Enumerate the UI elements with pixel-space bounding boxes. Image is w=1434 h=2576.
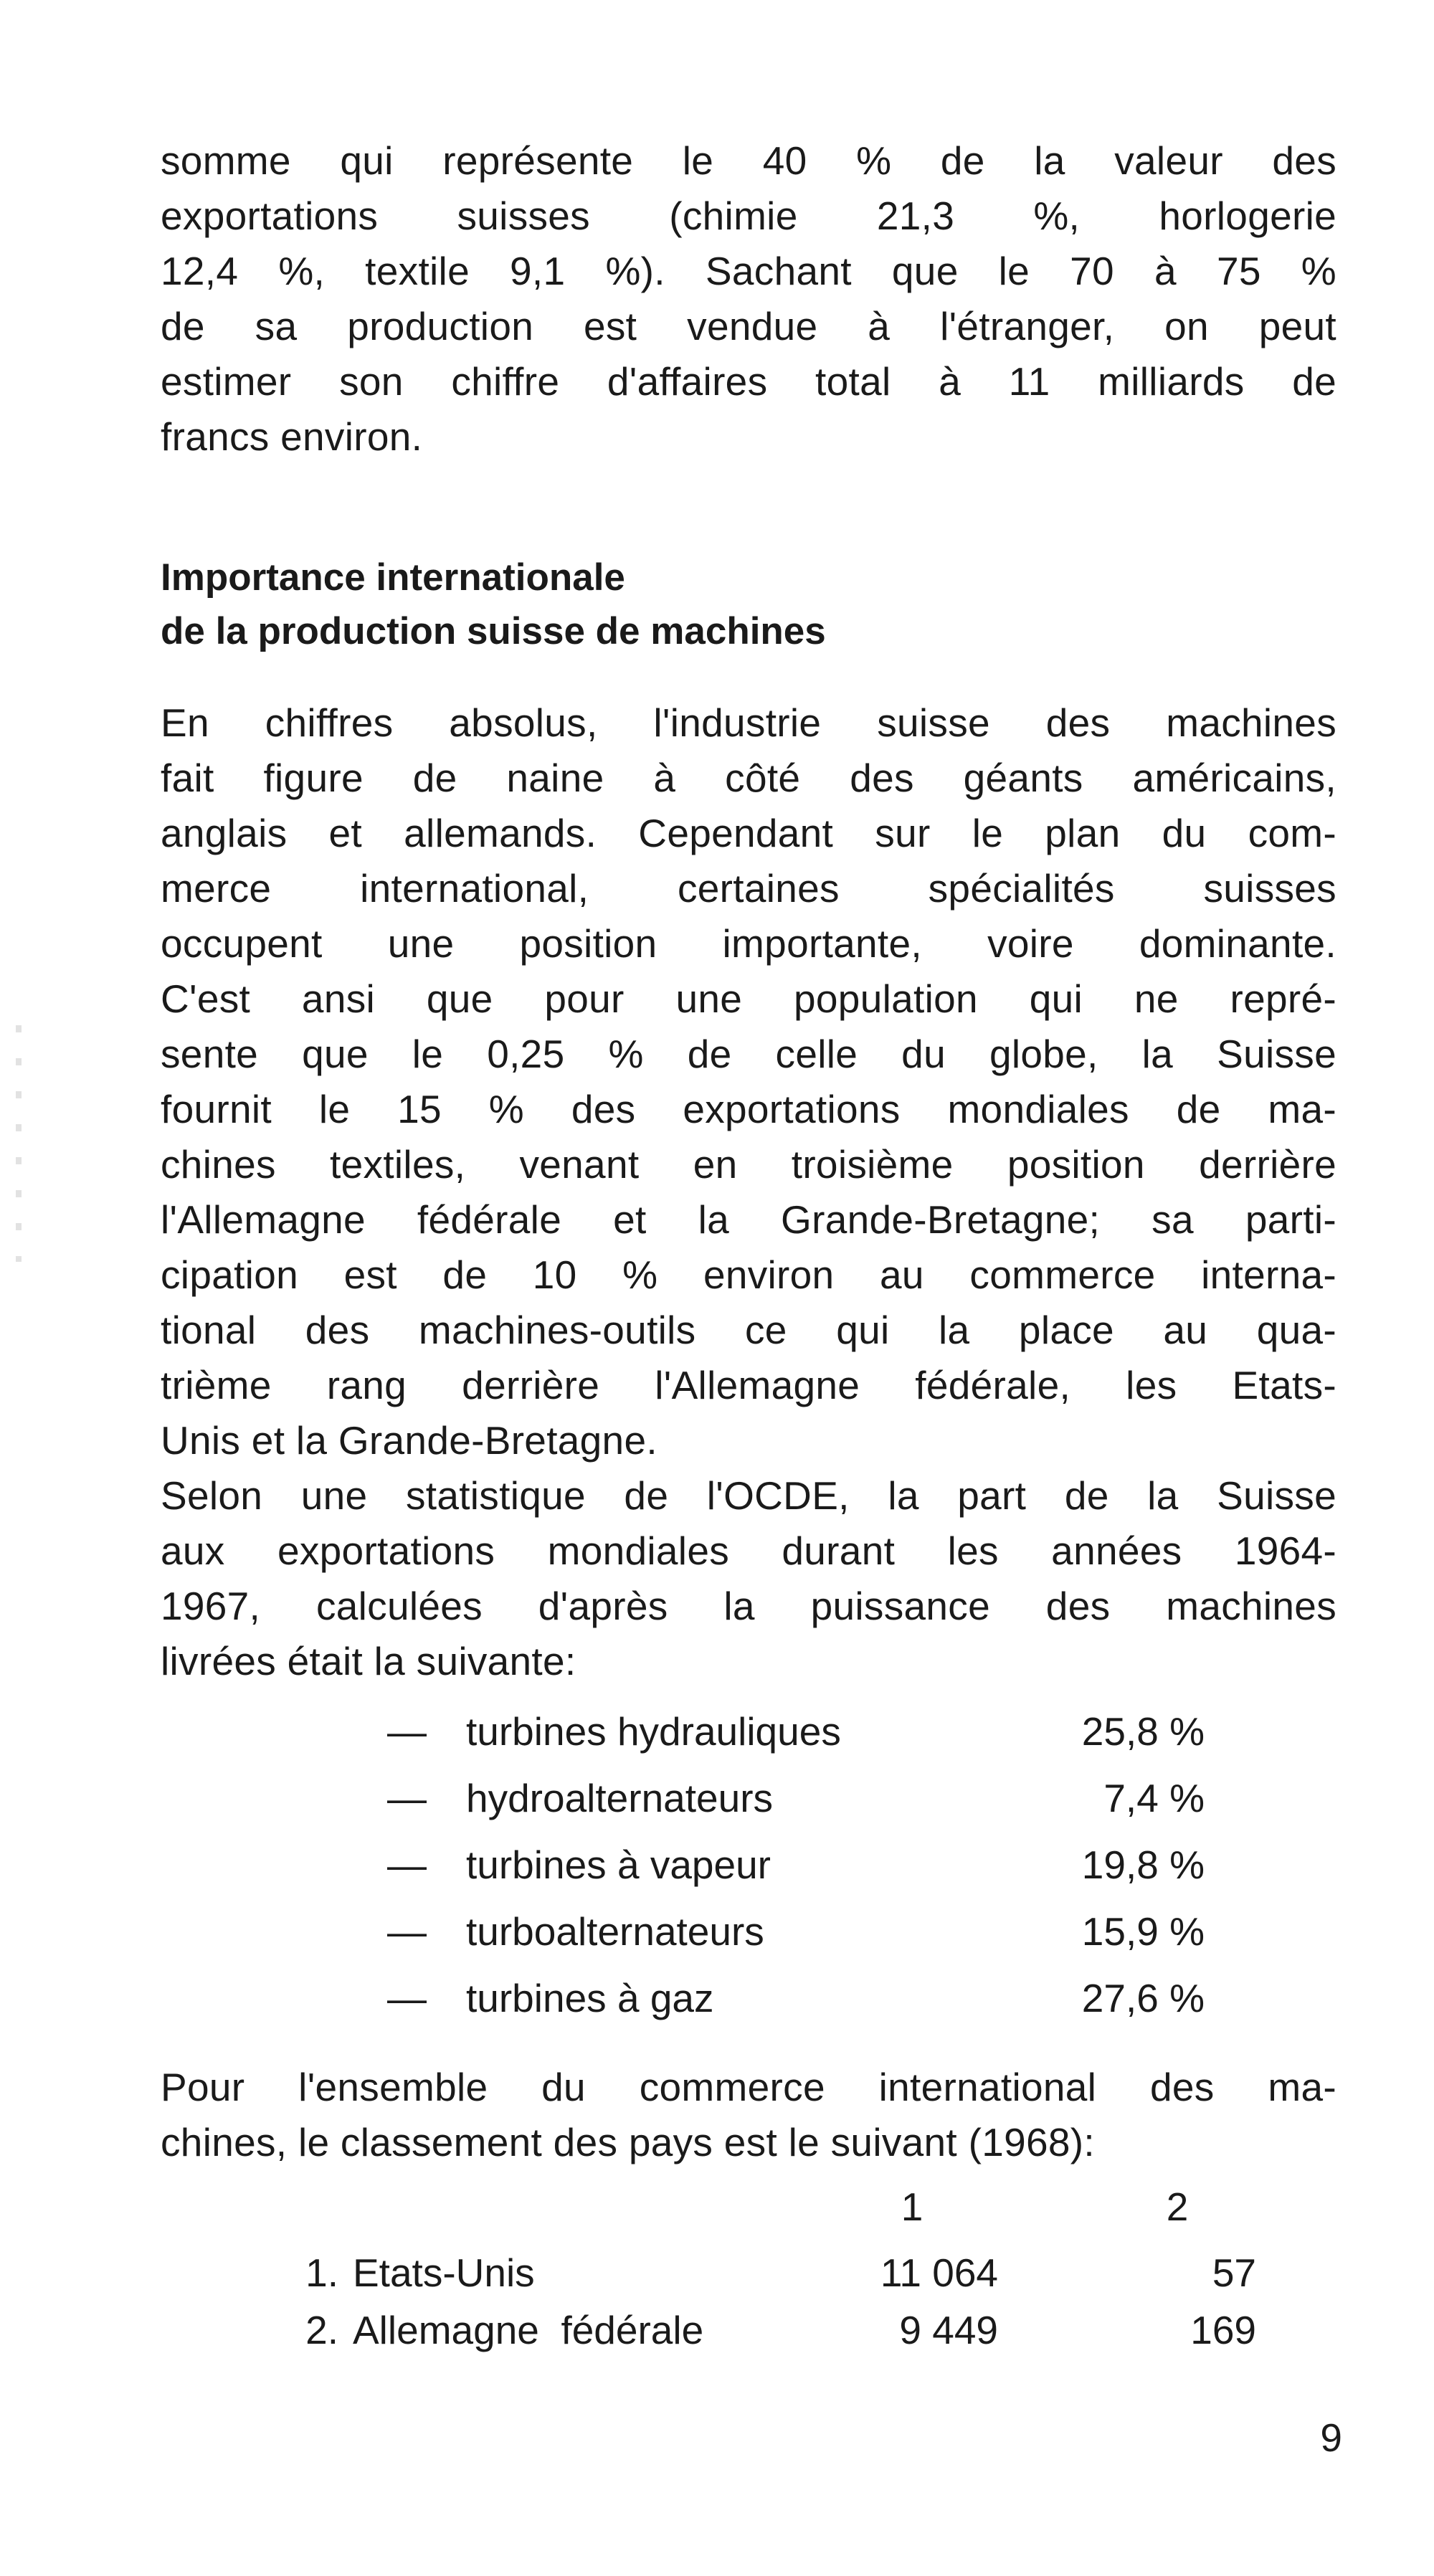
paragraph-body — [161, 695, 1336, 1689]
text-line: de sa production est vendue à l'étranger, on peut — [161, 304, 1336, 348]
text-line: anglais et allemands. Cependant sur le plan du com- — [161, 811, 1336, 855]
table-row — [281, 2301, 1285, 2359]
list-value: 25,8 % — [1081, 1709, 1205, 1754]
list-dash: — — [387, 1709, 427, 1754]
section-heading — [161, 551, 1336, 658]
list-value: 15,9 % — [1081, 1909, 1205, 1954]
list-label: turbines hydrauliques — [466, 1709, 841, 1754]
text-line: chines, le classement des pays est le suivant (1968): — [161, 2120, 1095, 2164]
list-value: 7,4 % — [1103, 1776, 1205, 1820]
column-header: 2 — [1166, 2185, 1189, 2229]
paragraph-ranking — [161, 2060, 1336, 2170]
text-line: fait figure de naine à côté des géants américains, — [161, 756, 1336, 800]
table-cell-col1: 9 449 — [899, 2308, 998, 2352]
table-cell-country: Etats-Unis — [353, 2251, 535, 2295]
text-line: tional des machines-outils ce qui la place au qua- — [161, 1308, 1336, 1352]
list-label: hydroalternateurs — [466, 1776, 774, 1820]
text-line: francs environ. — [161, 414, 423, 459]
list-item — [387, 1766, 1205, 1830]
list-value: 27,6 % — [1081, 1976, 1205, 2020]
text-line: livrées était la suivante: — [161, 1639, 576, 1683]
list-item — [387, 1899, 1205, 1964]
text-line: fournit le 15 % des exportations mondiales de ma- — [161, 1087, 1336, 1131]
column-header: 1 — [901, 2185, 923, 2229]
list-value: 19,8 % — [1081, 1843, 1205, 1887]
scan-margin-marks — [16, 1025, 22, 1262]
list-dash: — — [387, 1843, 427, 1887]
table-cell-rank: 1. — [305, 2251, 338, 2295]
text-line: C'est ansi que pour une population qui ne repré- — [161, 976, 1336, 1021]
text-line: aux exportations mondiales durant les années 1964- — [161, 1529, 1336, 1573]
text-line: Unis et la Grande-Bretagne. — [161, 1418, 657, 1463]
list-label: turbines à gaz — [466, 1976, 714, 2020]
text-line: l'Allemagne fédérale et la Grande-Bretagne; sa parti- — [161, 1197, 1336, 1242]
text-line: estimer son chiffre d'affaires total à 11 milliards de — [161, 359, 1336, 404]
text-line: 12,4 %, textile 9,1 %). Sachant que le 70 à 75 % — [161, 249, 1336, 293]
text-line: sente que le 0,25 % de celle du globe, la Suisse — [161, 1032, 1336, 1076]
table-cell-col1: 11 064 — [880, 2251, 998, 2295]
text-line: En chiffres absolus, l'industrie suisse des machines — [161, 700, 1336, 745]
text-line: 1967, calculées d'après la puissance des machines — [161, 1584, 1336, 1628]
list-dash: — — [387, 1776, 427, 1820]
text-line: somme qui représente le 40 % de la valeur des — [161, 138, 1336, 183]
paragraph-intro — [161, 133, 1336, 465]
table-header-row — [281, 2178, 1189, 2235]
table-cell-col2: 57 — [1212, 2251, 1256, 2295]
list-dash: — — [387, 1976, 427, 2020]
list-item — [387, 1699, 1205, 1764]
list-item — [387, 1833, 1205, 1897]
table-row — [281, 2244, 1285, 2301]
text-line: Selon une statistique de l'OCDE, la part de la Suisse — [161, 1473, 1336, 1518]
table-cell-country: Allemagne fédérale — [353, 2308, 704, 2352]
text-line: cipation est de 10 % environ au commerce interna- — [161, 1253, 1336, 1297]
page-number: 9 — [1320, 2415, 1342, 2460]
paragraph-oecd — [161, 1468, 1336, 1689]
list-item — [387, 1966, 1205, 2030]
list-label: turboalternateurs — [466, 1909, 764, 1954]
text-line: exportations suisses (chimie 21,3 %, horlogerie — [161, 194, 1336, 238]
list-label: turbines à vapeur — [466, 1843, 771, 1887]
text-line: merce international, certaines spécialités suisses — [161, 866, 1336, 911]
text-line: Pour l'ensemble du commerce international des ma- — [161, 2065, 1336, 2109]
text-line: chines textiles, venant en troisième position derrière — [161, 1142, 1336, 1187]
table-cell-col2: 169 — [1190, 2308, 1256, 2352]
table-cell-rank: 2. — [305, 2308, 338, 2352]
text-line: occupent une position importante, voire dominante. — [161, 921, 1336, 966]
list-dash: — — [387, 1909, 427, 1954]
heading-line: Importance internationale — [161, 556, 625, 599]
heading-line: de la production suisse de machines — [161, 610, 826, 652]
text-line: trième rang derrière l'Allemagne fédérale, les Etats- — [161, 1363, 1336, 1407]
